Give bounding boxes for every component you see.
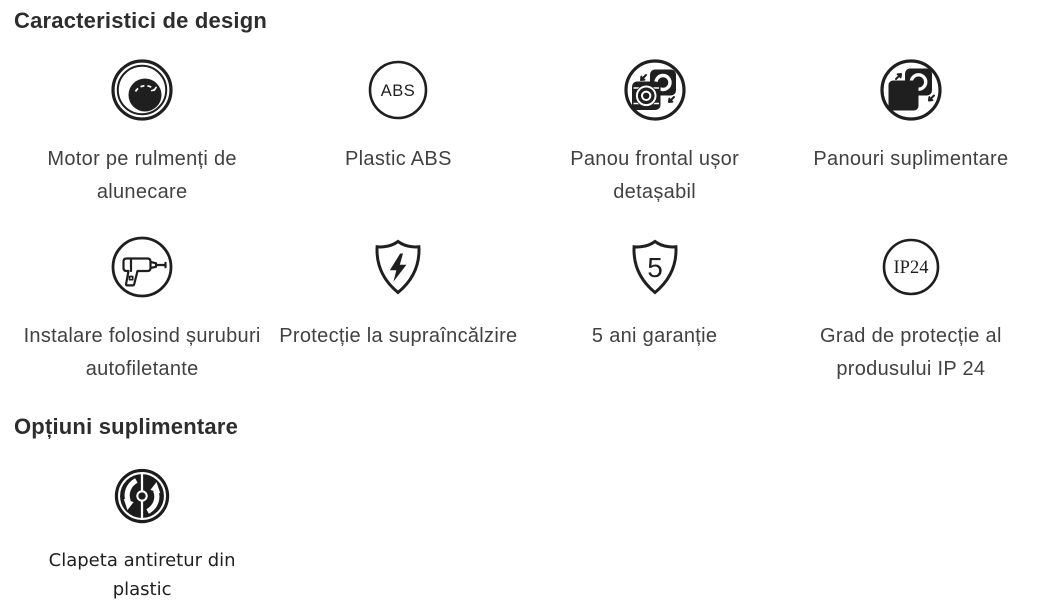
feature-label: Plastic ABS [345, 148, 452, 170]
feature-label: Grad de protecție al produsului IP 24 [820, 325, 1002, 380]
extra-options-grid [14, 464, 1039, 604]
extra-panels-icon [879, 58, 943, 122]
drill-icon [110, 235, 174, 299]
overheat-protection-shield-icon [366, 235, 430, 299]
feature-label: Panouri suplimentare [813, 148, 1009, 170]
feature-label: Instalare folosind șuruburi autofiletante [23, 325, 261, 380]
abs-plastic-icon [366, 58, 430, 122]
svg-text:ABS: ABS [381, 82, 416, 100]
feature-motor-sliding-bearings [14, 58, 270, 209]
feature-ip24-protection [783, 235, 1039, 386]
feature-label: Motor pe rulmenți de alunecare [47, 148, 237, 203]
section-title-design-features: Caracteristici de design [14, 8, 268, 33]
svg-text:IP24: IP24 [893, 258, 929, 278]
svg-text:5: 5 [646, 252, 663, 283]
design-features-grid [14, 58, 1039, 386]
backdraft-damper-icon [110, 464, 174, 528]
sliding-bearing-motor-icon [110, 58, 174, 122]
feature-extra-panels [783, 58, 1039, 209]
feature-overheat-protection [270, 235, 526, 386]
detachable-front-panel-icon [623, 58, 687, 122]
feature-detachable-front-panel [527, 58, 783, 209]
feature-self-tapping-screws-install [14, 235, 270, 386]
feature-5-year-warranty [527, 235, 783, 386]
feature-abs-plastic [270, 58, 526, 209]
feature-label: Panou frontal ușor detașabil [570, 148, 740, 203]
feature-backdraft-damper [14, 464, 270, 604]
feature-label: Clapeta antiretur din plastic [48, 550, 236, 600]
warranty-shield-icon [623, 235, 687, 299]
section-title-extra-options: Opțiuni suplimentare [14, 414, 239, 439]
feature-label: Protecție la supraîncălzire [279, 325, 518, 347]
feature-label: 5 ani garanție [591, 325, 718, 347]
ip24-rating-icon [879, 235, 943, 299]
